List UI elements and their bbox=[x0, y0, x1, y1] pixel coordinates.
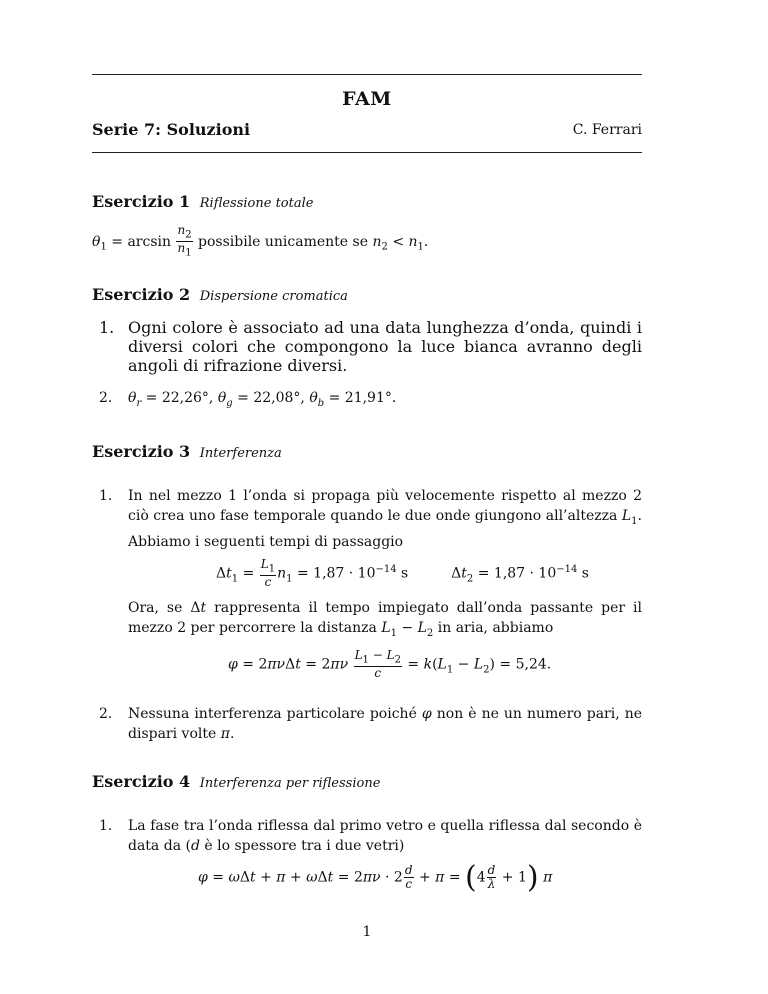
list-item-angles: $\theta_r = 22,26^\circ$, $\theta_g = 22,08^\circ$, $\theta_b = 21,91^\circ$. bbox=[128, 390, 397, 409]
section-title: Esercizio 3 bbox=[92, 442, 191, 461]
section-heading-2 bbox=[92, 285, 348, 304]
document-title: FAM bbox=[342, 88, 392, 110]
section-title: Esercizio 1 bbox=[92, 192, 191, 211]
page-number: 1 bbox=[362, 924, 372, 940]
section-topic: Interferenza bbox=[199, 446, 282, 461]
section-heading-3 bbox=[92, 442, 282, 461]
equation-passage-times: $\Delta t_1$ = $\frac{L_1}{c}$ $n_1 = 1,87 \cdot 10^{-14}$ s $\Delta t_2 = 1,87 \cdot 10^{-14}$ s bbox=[216, 557, 589, 590]
list-item-text: Ogni colore è associato ad una data lunghezza d’onda, quindi i diversi colori che compongono la luce bianca avranno degli angoli di rifrazione diversi. bbox=[128, 318, 642, 375]
top-rule bbox=[92, 74, 642, 75]
section-title: Esercizio 4 bbox=[92, 772, 191, 791]
section-topic: Dispersione cromatica bbox=[199, 289, 348, 304]
section-heading-4 bbox=[92, 772, 380, 791]
section-topic: Interferenza per riflessione bbox=[199, 776, 381, 791]
header-rule bbox=[92, 152, 642, 153]
section-1-formula: $\theta_1 = \arcsin$ $\frac{n_2}{n_1}$ possibile unicamente se $n_2 < n_1$. bbox=[92, 223, 429, 259]
section-heading-1 bbox=[92, 192, 313, 211]
equation-phase: φ = 2πνΔt = 2πν $\frac{L_1 - L_2}{c}$ = $k(L_1 - L_2) = 5,24$. bbox=[228, 648, 552, 681]
equation-reflection-phase: φ = ωΔt + π + ωΔt = 2πν · 2 $\frac{d}{c}$ + π = (4 $\frac{d}{\lambda}$ + 1) π bbox=[198, 860, 553, 895]
list-item-text: In nel mezzo 1 l’onda si propaga più velocemente rispetto al mezzo 2 ciò crea uno fase temporale quando le due onde giungono all’altezza $L_1$. Abbiamo i seguenti tempi di passaggio bbox=[128, 488, 642, 550]
list-item-text: La fase tra l’onda riflessa dal primo vetro e quella riflessa dal secondo è data da (d è lo spessore tra i due vetri) bbox=[128, 818, 642, 854]
document-author: C. Ferrari bbox=[572, 122, 642, 138]
list-item-text: Nessuna interferenza particolare poiché φ non è ne un numero pari, ne dispari volte π. bbox=[128, 706, 642, 742]
section-title: Esercizio 2 bbox=[92, 285, 191, 304]
section-topic: Riflessione totale bbox=[199, 196, 314, 211]
list-item-text: Ora, se Δt rappresenta il tempo impiegato dall’onda passante per il mezzo 2 per percorrere la distanza $L_1 - L_2$ in aria, abbiamo bbox=[128, 600, 642, 639]
document-subtitle: Serie 7: Soluzioni bbox=[92, 120, 251, 139]
